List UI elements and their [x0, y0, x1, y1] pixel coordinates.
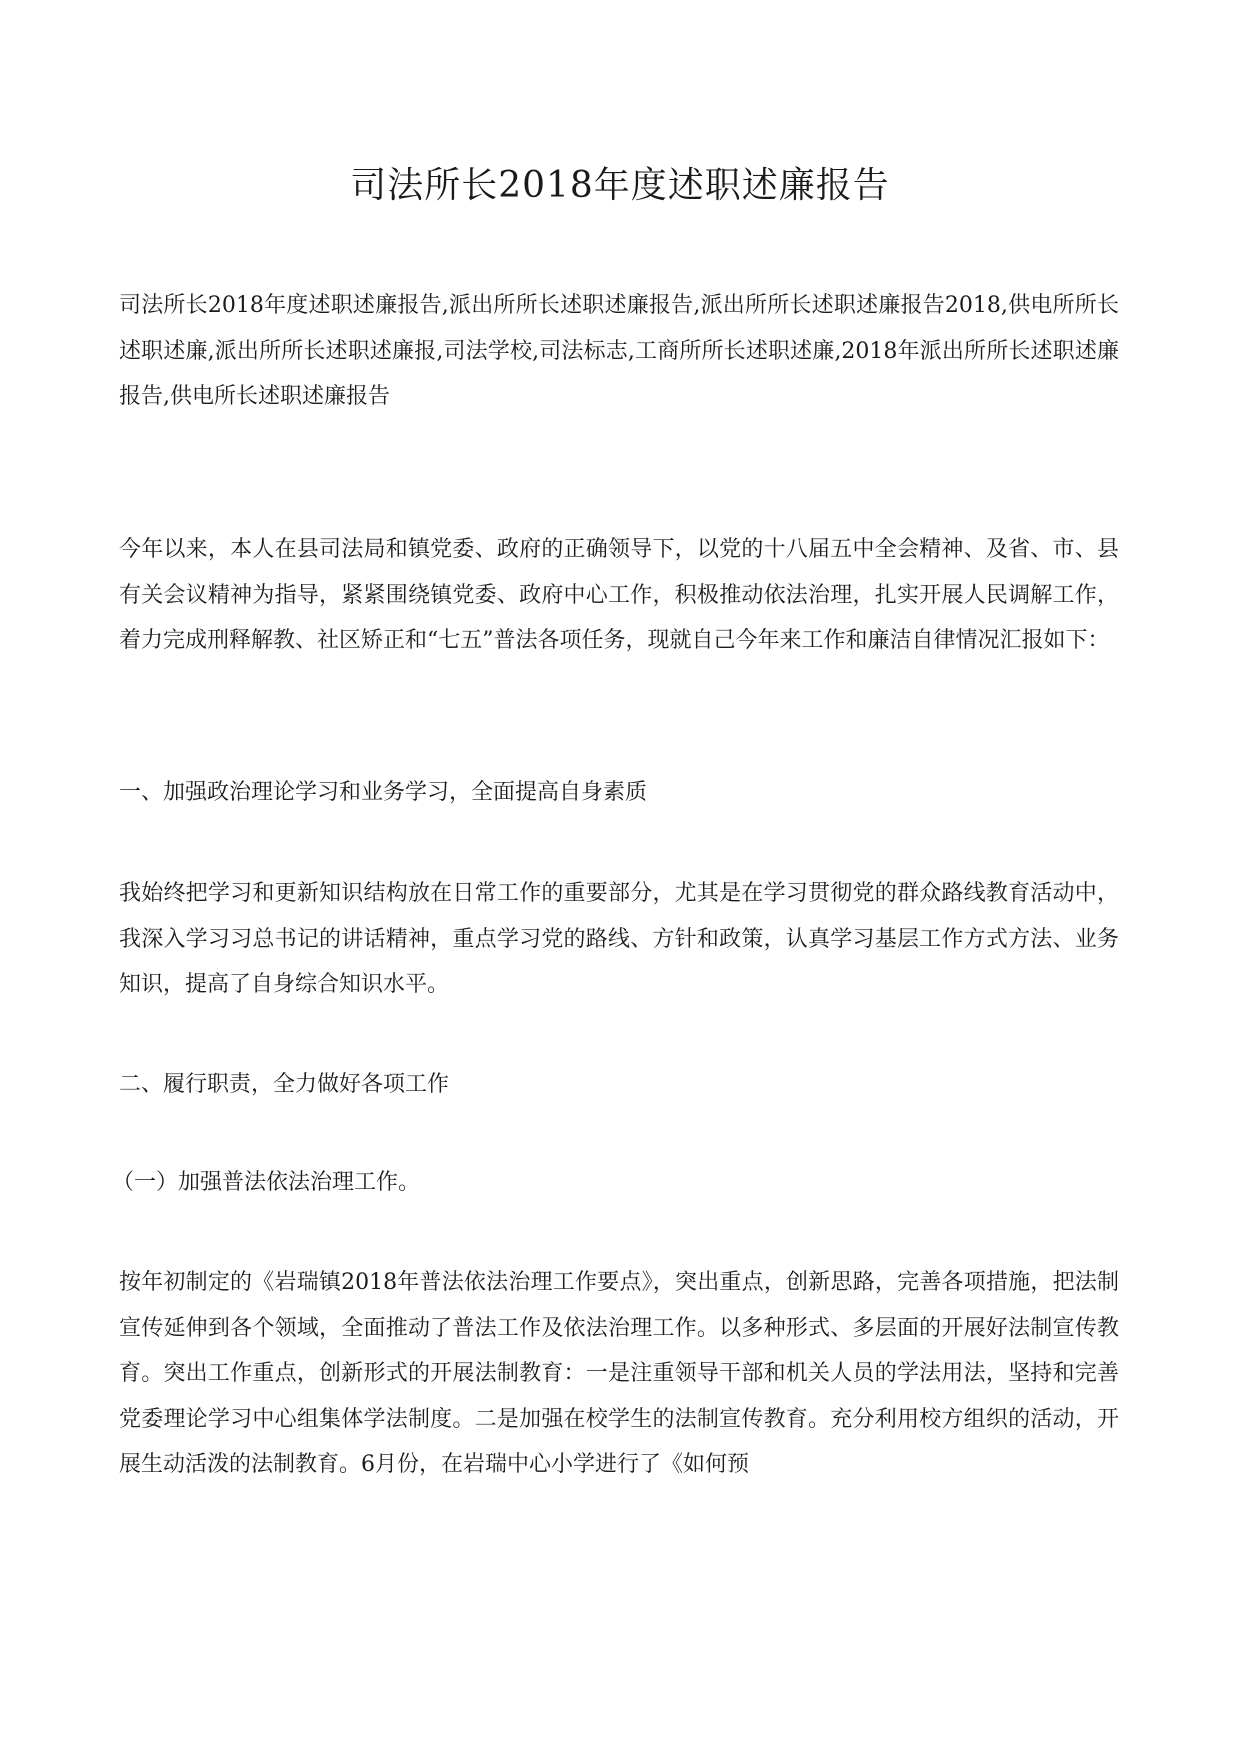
subsection-2-1-paragraph: 按年初制定的《岩瑞镇2018年普法依法治理工作要点》，突出重点，创新思路，完善各项措施，把法制宣传延伸到各个领域，全面推动了普法工作及依法治理工作。以多种形式、多层面的开展好法制宣传教育。突出工作重点，创新形式的开展法制教育：一是注重领导干部和机关人员的学法用法，坚持和完善党委理论学习中心组集体学法制度。二是加强在校学生的法制宣传教育。充分利用校方组织的活动，开展生动活泼的法制教育。6月份，在岩瑞中心小学进行了《如何预 [119, 1270, 1119, 1477]
section-heading-1: 一、加强政治理论学习和业务学习，全面提高自身素质 [119, 780, 648, 805]
section-1-paragraph: 我始终把学习和更新知识结构放在日常工作的重要部分，尤其是在学习贯彻党的群众路线教育活动中，我深入学习习总书记的讲话精神，重点学习党的路线、方针和政策，认真学习基层工作方式方法、业务知识，提高了自身综合知识水平。 [119, 881, 1119, 997]
section-heading-2: 二、履行职责，全力做好各项工作 [119, 1072, 450, 1097]
keywords-paragraph: 司法所长2018年度述职述廉报告,派出所所长述职述廉报告,派出所所长述职述廉报告2018,供电所所长述职述廉,派出所所长述职述廉报,司法学校,司法标志,工商所所长述职述廉,2018年派出所所长述职述廉报告,供电所长述职述廉报告 [119, 293, 1119, 409]
intro-paragraph: 今年以来，本人在县司法局和镇党委、政府的正确领导下，以党的十八届五中全会精神、及省、市、县有关会议精神为指导，紧紧围绕镇党委、政府中心工作，积极推动依法治理，扎实开展人民调解工作，着力完成刑释解教、社区矫正和“七五”普法各项任务，现就自己今年来工作和廉洁自律情况汇报如下： [119, 537, 1119, 653]
subsection-heading-2-1: （一）加强普法依法治理工作。 [112, 1170, 421, 1195]
document-title: 司法所长2018年度述职述廉报告 [350, 165, 890, 206]
